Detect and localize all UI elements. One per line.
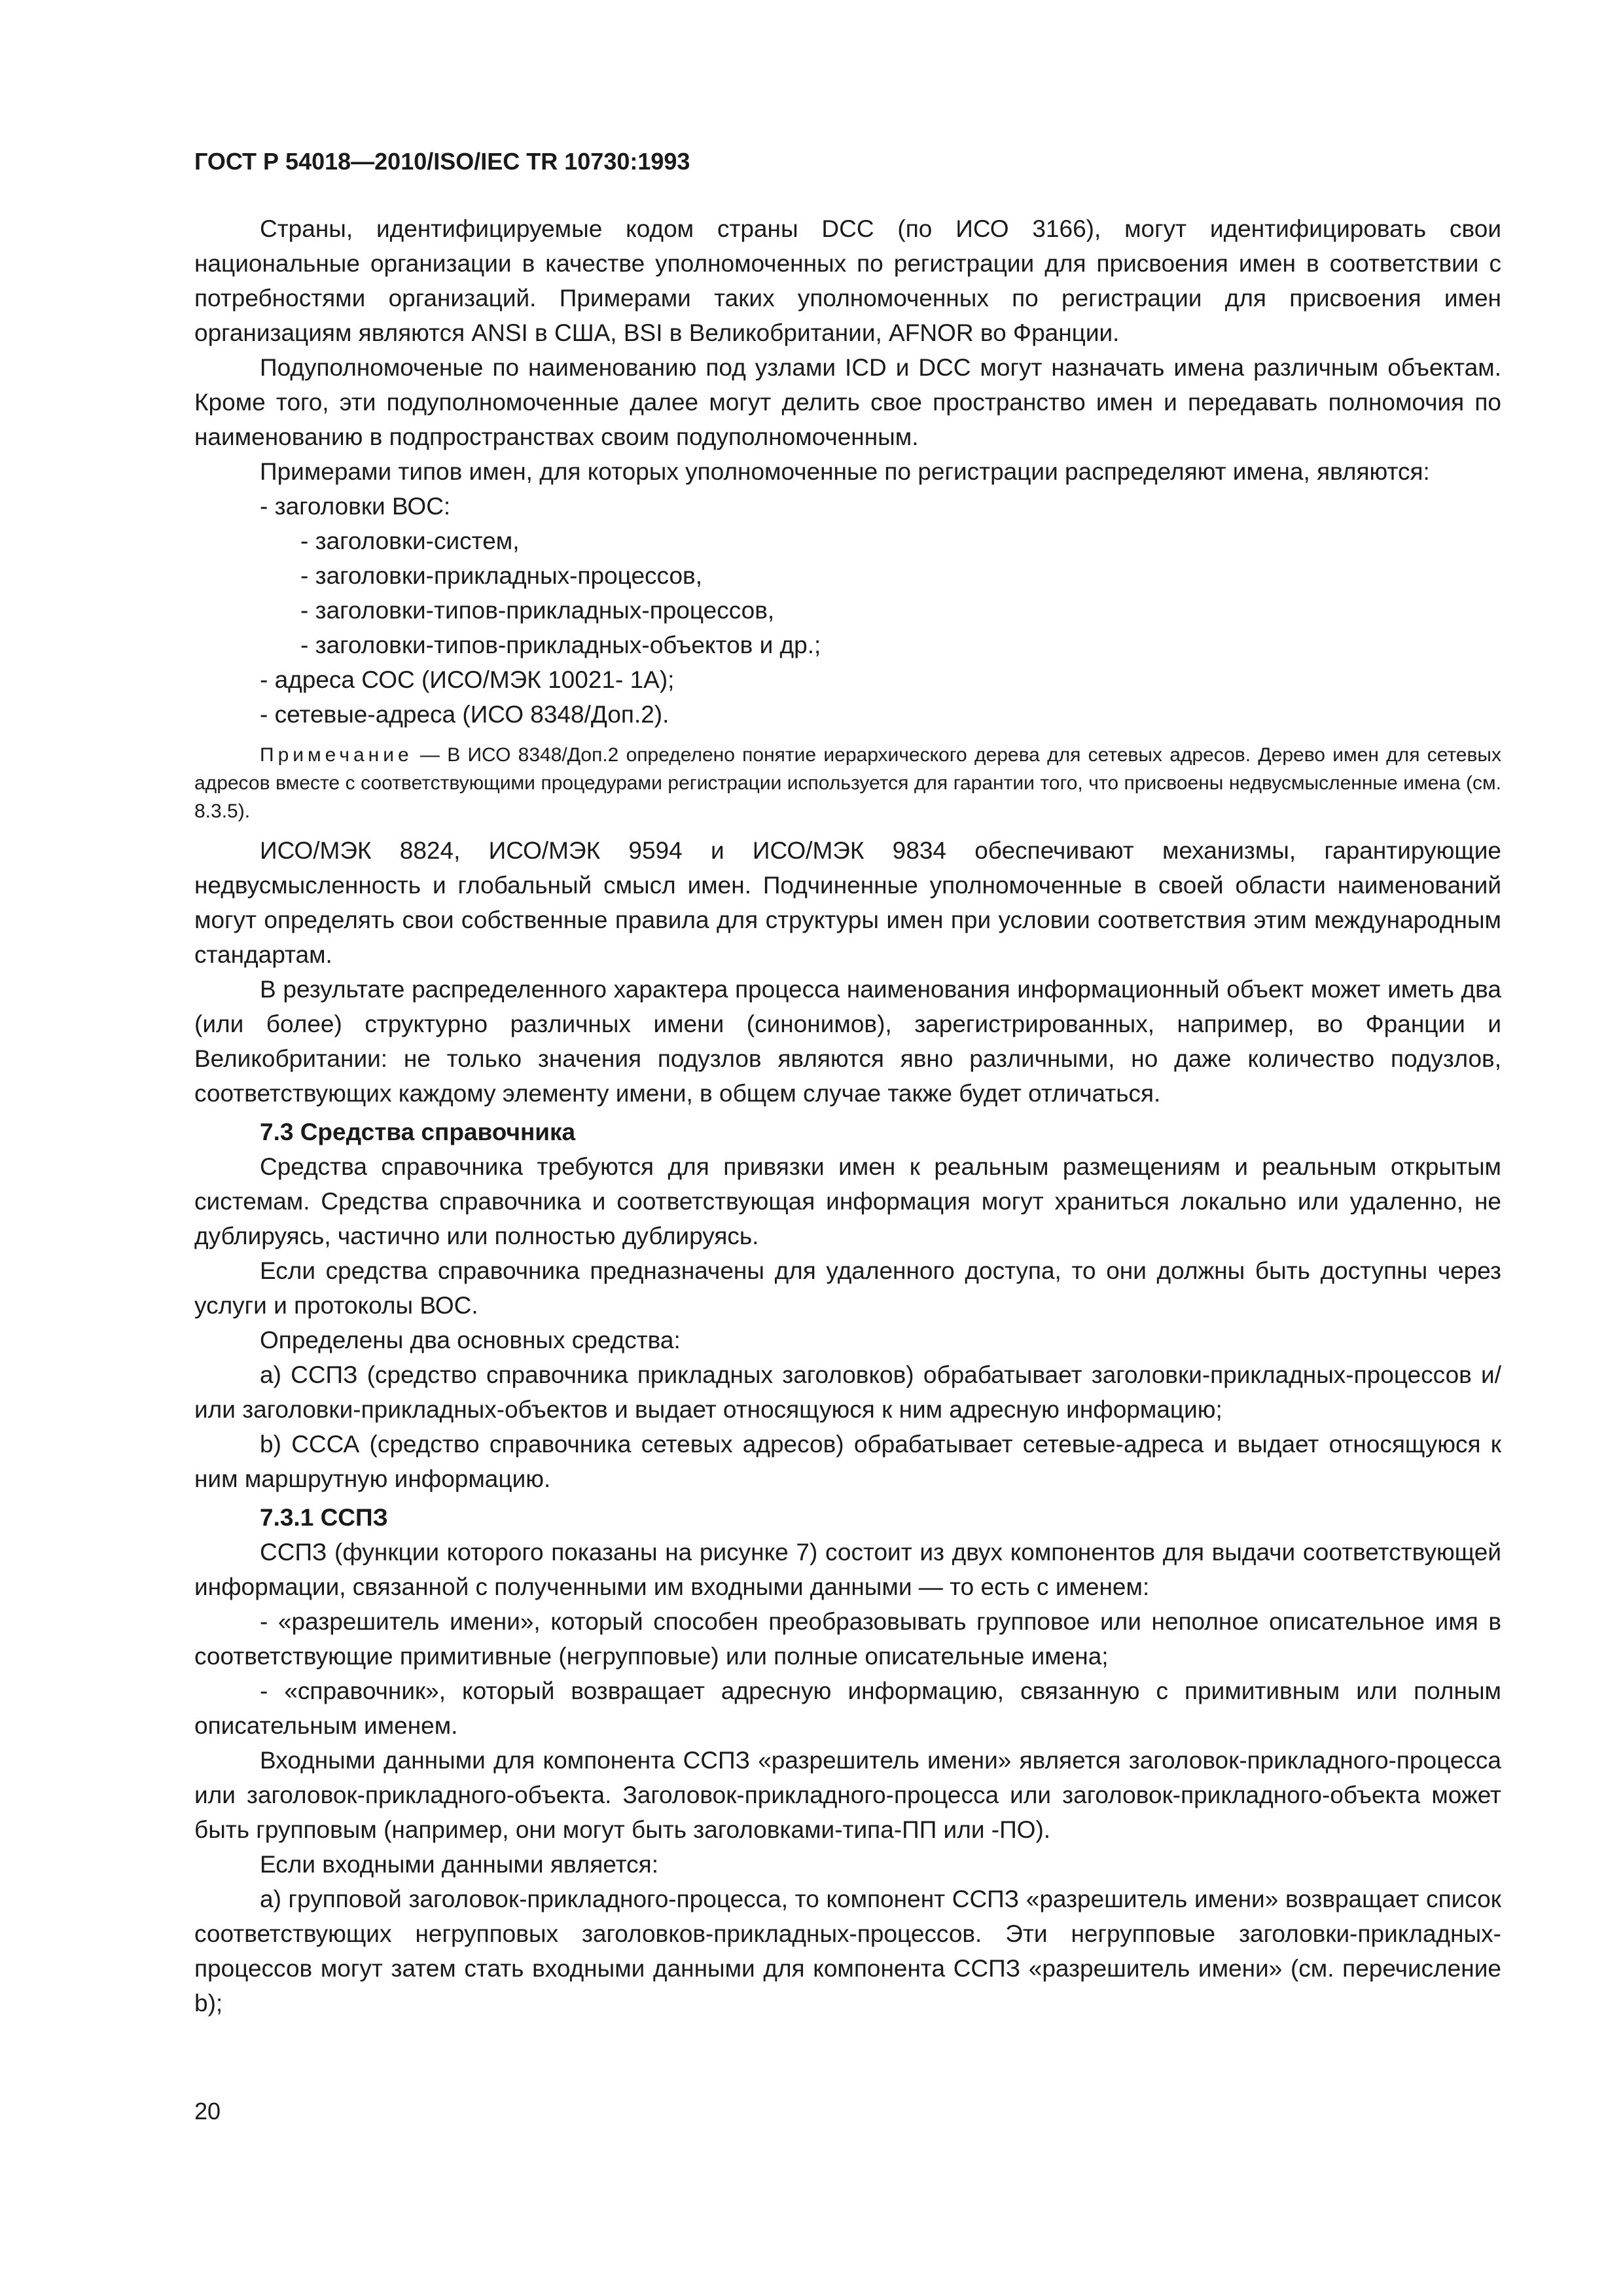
paragraph: Если входными данными является: [260,1851,658,1878]
document-header: ГОСТ Р 54018—2010/ISO/IEC TR 10730:1993 [194,148,690,175]
list-item: - заголовки-типов-прикладных-процессов, [300,597,775,624]
list-item: - заголовки-систем, [300,528,520,554]
note-text: — В ИСО 8348/Доп.2 определено понятие иерархического дерева для сетевых адресов. Дерево имен для сетевых адресов вместе с соответствующими процедурами регистрации используется для гарантии того, что присвоены недвусмысленные имена (см. 8.3.5). [194,744,1501,822]
paragraph: Подуполномоченые по наименованию под узлами ICD и DCC могут назначать имена различным объектам. Кроме того, эти подуполномоченные далее могут делить свое пространство имен и передавать полномочия по наименованию в подпространствах своим подуполномоченным. [194,354,1501,450]
paragraph: Если средства справочника предназначены для удаленного доступа, то они должны быть доступны через услуги и протоколы ВОС. [194,1257,1501,1319]
paragraph: Страны, идентифицируемые кодом страны DCC (по ИСО 3166), могут идентифицировать свои национальные организации в качестве уполномоченных по регистрации для присвоения имен в соответствии с потребностями организаций. Примерами таких уполномоченных по регистрации для присвоения имен организациям являются ANSI в США, BSI в Великобритании, AFNOR во Франции. [194,215,1501,346]
list-item: a) групповой заголовок-прикладного-процесса, то компонент ССПЗ «разрешитель имени» возвращает список соответствующих негрупповых заголовков-прикладных-процессов. Эти негрупповые заголовки-прикладных-процессов могут затем стать входными данными для компонента ССПЗ «разрешитель имени» (см. перечисление b); [194,1886,1501,2017]
paragraph: В результате распределенного характера процесса наименования информационный объект может иметь два (или более) структурно различных имени (синонимов), зарегистрированных, например, во Франции и Великобритании: не только значения подузлов являются явно различными, но даже количество подузлов, соответствующих каждому элементу имени, в общем случае также будет отличаться. [194,976,1501,1107]
paragraph: Определены два основных средства: [260,1327,681,1354]
list-item: - «разрешитель имени», который способен преобразовывать групповое или неполное описательное имя в соответствующие примитивные (негрупповые) или полные описательные имена; [194,1608,1501,1670]
paragraph: Примерами типов имен, для которых уполномоченные по регистрации распределяют имена, являются: [260,458,1430,485]
paragraph: Входными данными для компонента ССПЗ «разрешитель имени» является заголовок-прикладного-процесса или заголовок-прикладного-объекта. Заголовок-прикладного-процесса или заголовок-прикладного-объекта может быть групповым (например, они могут быть заголовками-типа-ПП или -ПО). [194,1747,1501,1843]
list-item: - «справочник», который возвращает адресную информацию, связанную с примитивным или полным описательным именем. [194,1677,1501,1739]
note-label: Примечание [260,744,413,766]
list-item: - заголовки ВОС: [260,493,451,520]
list-item: - заголовки-типов-прикладных-объектов и др.; [300,632,821,658]
section-heading: 7.3 Средства справочника [260,1119,576,1145]
list-item: b) СССА (средство справочника сетевых адресов) обрабатывает сетевые-адреса и выдает относящуюся к ним маршрутную информацию. [194,1431,1501,1492]
paragraph: Средства справочника требуются для привязки имен к реальным размещениям и реальным открытым системам. Средства справочника и соответствующая информация могут храниться локально или удаленно, не дублируясь, частично или полностью дублируясь. [194,1153,1501,1249]
list-item: - адреса СОС (ИСО/МЭК 10021- 1А); [260,666,675,693]
subsection-heading: 7.3.1 ССПЗ [260,1504,388,1531]
list-item: a) ССПЗ (средство справочника прикладных заголовков) обрабатывает заголовки-прикладных-процессов и/или заголовки-прикладных-объектов и выдает относящуюся к ним адресную информацию; [194,1361,1501,1423]
list-item: - сетевые-адреса (ИСО 8348/Доп.2). [260,701,669,728]
paragraph: ИСО/МЭК 8824, ИСО/МЭК 9594 и ИСО/МЭК 9834 обеспечивают механизмы, гарантирующие недвусмысленность и глобальный смысл имен. Подчиненные уполномоченные в своей области наименований могут определять свои собственные правила для структуры имен при условии соответствия этим международным стандартам. [194,837,1501,968]
paragraph: ССПЗ (функции которого показаны на рисунке 7) состоит из двух компонентов для выдачи соответствующей информации, связанной с полученными им входными данными — то есть с именем: [194,1539,1501,1600]
list-item: - заголовки-прикладных-процессов, [300,562,702,589]
page-number: 20 [194,2098,221,2125]
note [194,741,1501,825]
document-page [194,147,1501,2020]
